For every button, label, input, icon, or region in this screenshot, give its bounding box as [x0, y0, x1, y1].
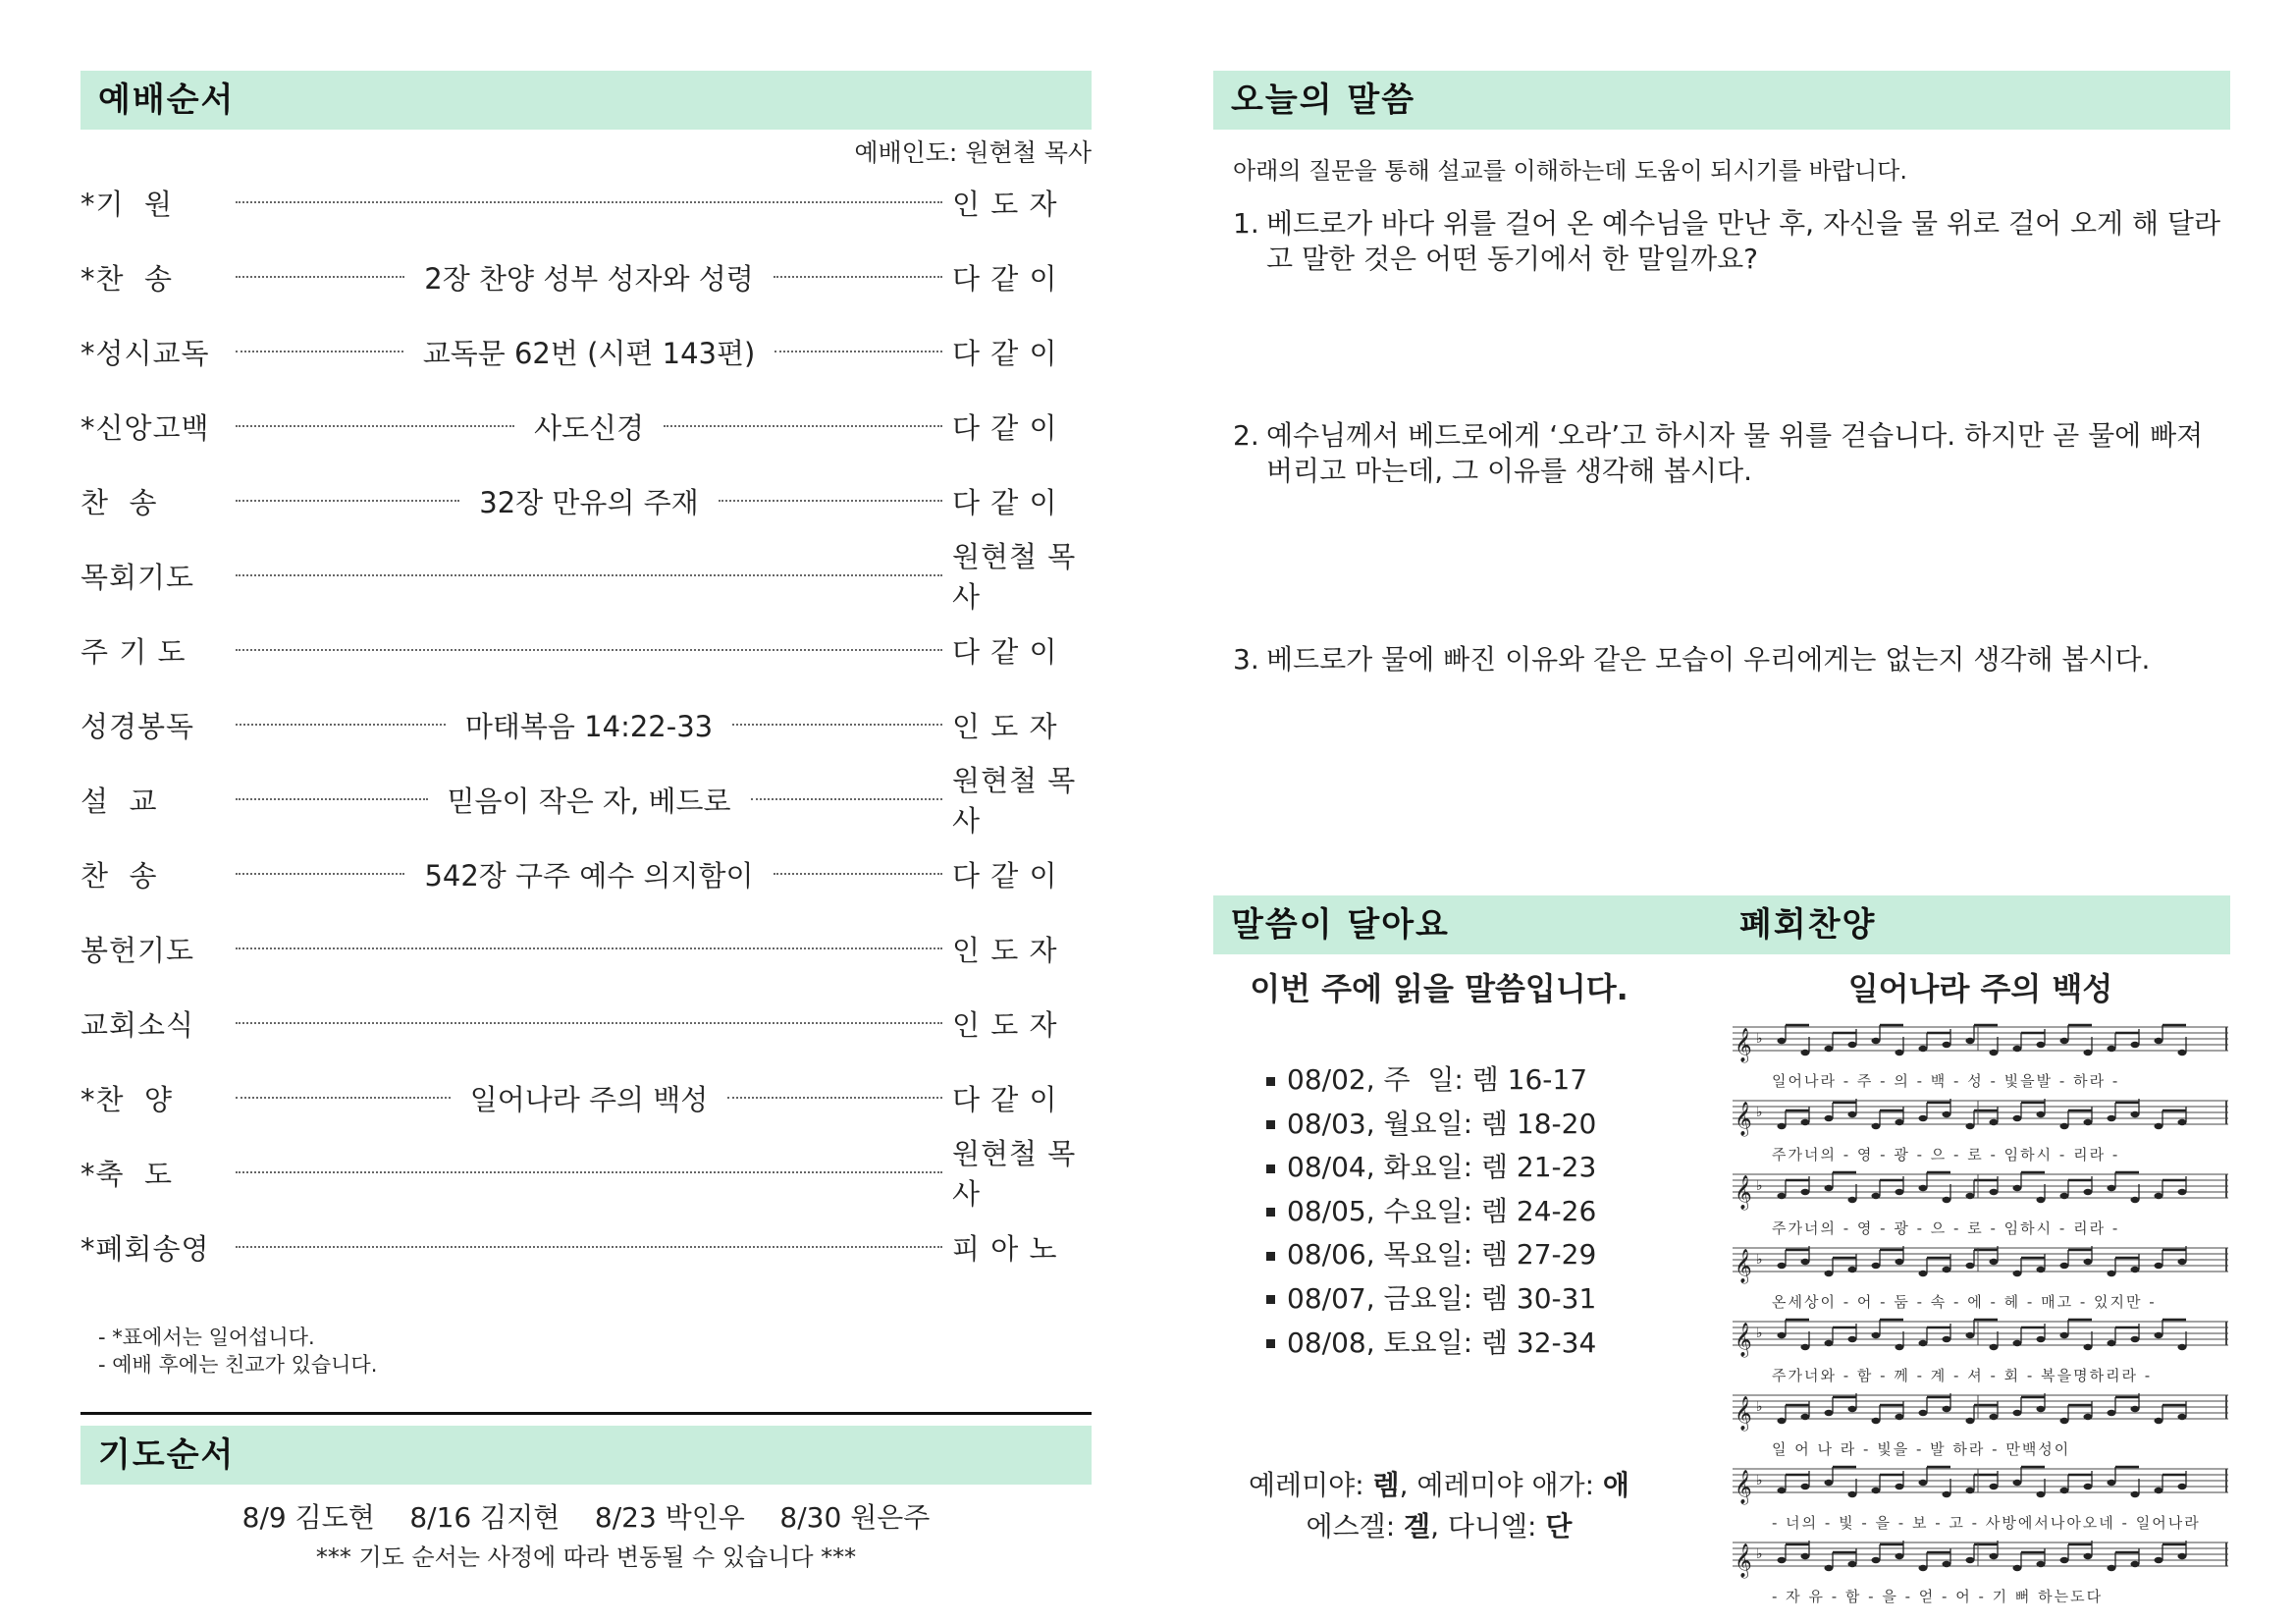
order-person: 다 같 이	[952, 410, 1058, 445]
note-fellowship: - 예배 후에는 친교가 있습니다.	[98, 1353, 378, 1377]
lyric-line: 주가너의 - 영 - 광 - 으 - 로 - 임하시 - 리라 -	[1772, 1146, 2120, 1164]
order-label: *성시교독	[80, 336, 210, 370]
reading-item	[1266, 1058, 1596, 1103]
order-leader-dots	[226, 201, 952, 203]
order-person: 원현철 목사	[952, 1137, 1077, 1211]
abbr-text: , 다니엘:	[1430, 1510, 1546, 1543]
prayer-order-header	[80, 1426, 1092, 1485]
order-leader-dots	[226, 406, 952, 447]
prayer-schedule: 8/9 김도현 8/16 김지현 8/23 박인우 8/30 원은주	[241, 1501, 931, 1534]
dotted-line	[236, 574, 942, 576]
reading-header-bar	[1213, 895, 2230, 954]
worship-order-header	[80, 71, 1092, 130]
order-detail: 믿음이 작은 자, 베드로	[447, 784, 731, 818]
order-label: *신앙고백	[80, 410, 210, 445]
order-row	[80, 481, 1092, 520]
order-person: 원현철 목사	[952, 764, 1077, 838]
lyric-line: 일 어 나 라 - 빛을 - 발 하라 - 만백성이	[1772, 1440, 2071, 1458]
svg-text:𝄞: 𝄞	[1735, 1102, 1752, 1136]
reading-subtitle: 이번 주에 읽을 말씀입니다.	[1250, 970, 1629, 1007]
abbr-bold: 애	[1602, 1469, 1629, 1501]
order-detail: 교독문 62번 (시편 143편)	[422, 336, 756, 370]
reading-item	[1266, 1322, 1596, 1366]
music-staff	[1733, 1535, 2228, 1608]
order-person: 원현철 목사	[952, 540, 1077, 614]
svg-text:𝄞: 𝄞	[1735, 1249, 1752, 1283]
prayer-order-title: 기도순서	[98, 1435, 236, 1475]
book-abbreviations	[1213, 1465, 1665, 1547]
order-leader-dots	[226, 574, 952, 576]
reading-text: 08/02, 주 일: 렘 16-17	[1287, 1063, 1588, 1096]
question-number: 2.	[1233, 419, 1259, 452]
music-staff	[1733, 1461, 2228, 1535]
order-leader-dots	[226, 1171, 952, 1173]
reading-item	[1266, 1233, 1596, 1277]
svg-text:𝄞: 𝄞	[1735, 1175, 1752, 1210]
order-person: 인 도 자	[952, 709, 1058, 743]
dotted-line	[774, 276, 942, 278]
todays-word-header	[1213, 71, 2230, 130]
question-number: 1.	[1233, 207, 1259, 240]
order-label: *축 도	[80, 1157, 173, 1191]
question-2	[1233, 418, 2230, 489]
order-label: *기 원	[80, 187, 173, 221]
order-label: *폐회송영	[80, 1231, 210, 1266]
svg-text:♭: ♭	[1756, 1326, 1763, 1341]
staff-lines-icon	[1733, 1461, 2228, 1510]
abbr-bold: 겔	[1404, 1510, 1431, 1543]
svg-text:♭: ♭	[1756, 1252, 1763, 1268]
abbr-bold: 단	[1545, 1510, 1573, 1543]
order-leader-dots	[226, 947, 952, 949]
order-detail: 일어나라 주의 백성	[469, 1082, 709, 1116]
music-staff	[1733, 1093, 2228, 1166]
order-row	[80, 764, 1092, 838]
dotted-line	[236, 276, 404, 278]
dotted-line	[236, 649, 942, 651]
order-row	[80, 705, 1092, 744]
worship-order-title: 예배순서	[98, 81, 236, 120]
reading-item	[1266, 1103, 1596, 1147]
divider	[80, 1412, 1092, 1415]
order-label: 찬 송	[80, 858, 158, 893]
reading-text: 08/07, 금요일: 렘 30-31	[1287, 1281, 1597, 1315]
svg-text:♭: ♭	[1756, 1031, 1763, 1047]
dotted-line	[236, 947, 942, 949]
svg-text:♭: ♭	[1756, 1399, 1763, 1415]
order-row	[80, 630, 1092, 670]
order-row	[80, 1227, 1092, 1267]
order-row	[80, 183, 1092, 222]
reading-text: 08/06, 목요일: 렘 27-29	[1287, 1238, 1597, 1272]
abbr-bold: 렘	[1372, 1469, 1400, 1501]
reading-text: 08/05, 수요일: 렘 24-26	[1287, 1194, 1597, 1227]
order-person: 인 도 자	[952, 1007, 1058, 1042]
order-detail: 마태복음 14:22-33	[464, 709, 714, 743]
order-row	[80, 332, 1092, 371]
lyric-line: - 자 유 - 함 - 을 - 얻 - 어 - 기 뻐 하는도다	[1772, 1588, 2104, 1605]
order-label: 성경봉독	[80, 709, 195, 743]
svg-text:𝄞: 𝄞	[1735, 1323, 1752, 1357]
dotted-line	[236, 724, 446, 726]
dotted-line	[751, 798, 943, 800]
order-person: 다 같 이	[952, 858, 1058, 893]
abbr-text: 에스겔:	[1306, 1510, 1405, 1543]
question-1	[1233, 206, 2230, 277]
order-person: 피 아 노	[952, 1231, 1058, 1266]
order-row	[80, 854, 1092, 893]
abbr-text: , 예레미야 애가:	[1399, 1469, 1603, 1501]
dotted-line	[236, 1097, 451, 1099]
dotted-line	[236, 500, 459, 502]
order-row	[80, 1003, 1092, 1043]
order-leader-dots	[226, 649, 952, 651]
lyric-line: 주가너의 - 영 - 광 - 으 - 로 - 임하시 - 리라 -	[1772, 1219, 2120, 1237]
order-leader-dots	[226, 854, 952, 894]
reading-list	[1266, 1058, 1596, 1365]
music-staff	[1733, 1166, 2228, 1240]
order-label: 목회기도	[80, 560, 195, 594]
staff-lines-icon	[1733, 1240, 2228, 1289]
lyric-line: 일어나라 - 주 - 의 - 백 - 성 - 빛을발 - 하라 -	[1772, 1072, 2120, 1090]
reading-text: 08/08, 토요일: 렘 32-34	[1287, 1326, 1597, 1359]
order-detail: 2장 찬양 성부 성자와 성령	[424, 261, 754, 296]
order-person: 인 도 자	[952, 187, 1058, 221]
staff-lines-icon	[1733, 1314, 2228, 1363]
svg-text:♭: ♭	[1756, 1105, 1763, 1120]
order-row	[80, 1137, 1092, 1211]
reading-text: 08/04, 화요일: 렘 21-23	[1287, 1151, 1597, 1184]
bullet-icon	[1266, 1295, 1275, 1304]
order-person: 다 같 이	[952, 261, 1058, 296]
leader-line: 예배인도: 원현철 목사	[854, 138, 1092, 167]
order-leader-dots	[226, 332, 952, 372]
music-staff	[1733, 1387, 2228, 1461]
staff-lines-icon	[1733, 1535, 2228, 1584]
dotted-line	[236, 873, 404, 875]
order-row	[80, 1078, 1092, 1117]
question-text: 베드로가 물에 빠진 이유와 같은 모습이 우리에게는 없는지 생각해 봅시다.	[1266, 643, 2151, 676]
dotted-line	[774, 873, 942, 875]
reading-item	[1266, 1277, 1596, 1322]
bullet-icon	[1266, 1077, 1275, 1086]
order-label: 주 기 도	[80, 634, 187, 669]
order-label: 설 교	[80, 784, 158, 818]
order-leader-dots	[226, 705, 952, 745]
bullet-icon	[1266, 1208, 1275, 1217]
order-label: *찬 송	[80, 261, 173, 296]
order-person: 다 같 이	[952, 1082, 1058, 1116]
dotted-line	[236, 798, 428, 800]
staff-lines-icon	[1733, 1387, 2228, 1436]
reading-item	[1266, 1190, 1596, 1234]
order-row	[80, 540, 1092, 614]
dotted-line	[236, 425, 514, 427]
abbr-text: 예레미야:	[1249, 1469, 1373, 1501]
closing-hymn-name: 일어나라 주의 백성	[1847, 970, 2113, 1007]
reading-text: 08/03, 월요일: 렘 18-20	[1287, 1107, 1597, 1140]
bullet-icon	[1266, 1252, 1275, 1261]
lyric-line: 온세상이 - 어 - 둠 - 속 - 에 - 헤 - 매고 - 있지만 -	[1772, 1293, 2157, 1311]
reading-item	[1266, 1146, 1596, 1190]
order-leader-dots	[226, 1078, 952, 1118]
svg-text:♭: ♭	[1756, 1178, 1763, 1194]
order-detail: 542장 구주 예수 의지함이	[424, 858, 754, 893]
order-label: 교회소식	[80, 1007, 195, 1042]
word-intro: 아래의 질문을 통해 설교를 이해하는데 도움이 되시기를 바랍니다.	[1233, 157, 1907, 185]
dotted-line	[719, 500, 942, 502]
note-stand: - *표에서는 일어섭니다.	[98, 1326, 315, 1349]
question-text: 베드로가 바다 위를 걸어 온 예수님을 만난 후, 자신을 물 위로 걸어 오게 해 달라고 말한 것은 어떤 동기에서 한 말일까요?	[1266, 207, 2220, 275]
dotted-line	[236, 1171, 942, 1173]
order-row	[80, 257, 1092, 297]
todays-word-title: 오늘의 말씀	[1231, 81, 1416, 120]
order-label: *찬 양	[80, 1082, 173, 1116]
order-label: 봉헌기도	[80, 933, 195, 967]
staff-lines-icon	[1733, 1093, 2228, 1142]
prayer-note: *** 기도 순서는 사정에 따라 변동될 수 있습니다 ***	[315, 1543, 857, 1571]
reading-title: 말씀이 달아요	[1231, 905, 1450, 945]
svg-text:𝄞: 𝄞	[1735, 1396, 1752, 1431]
svg-text:♭: ♭	[1756, 1473, 1763, 1489]
svg-text:𝄞: 𝄞	[1735, 1028, 1752, 1062]
dotted-line	[236, 201, 942, 203]
dotted-line	[236, 1022, 942, 1024]
order-leader-dots	[226, 1022, 952, 1024]
dotted-line	[236, 351, 403, 352]
dotted-line	[236, 1246, 942, 1248]
order-row	[80, 929, 1092, 968]
order-detail: 사도신경	[533, 410, 645, 445]
bullet-icon	[1266, 1339, 1275, 1348]
order-leader-dots	[226, 481, 952, 521]
question-text: 예수님께서 베드로에게 ‘오라’고 하시자 물 위를 걷습니다. 하지만 곧 물에 빠져 버리고 마는데, 그 이유를 생각해 봅시다.	[1266, 419, 2204, 487]
order-leader-dots	[226, 1246, 952, 1248]
dotted-line	[664, 425, 942, 427]
order-person: 다 같 이	[952, 336, 1058, 370]
order-label: 찬 송	[80, 485, 158, 519]
staff-lines-icon	[1733, 1166, 2228, 1216]
staff-lines-icon	[1733, 1019, 2228, 1068]
bullet-icon	[1266, 1164, 1275, 1173]
music-staff	[1733, 1240, 2228, 1314]
notes	[98, 1324, 377, 1379]
order-detail: 32장 만유의 주재	[479, 485, 699, 519]
lyric-line: - 너의 - 빛 - 을 - 보 - 고 - 사방에서나아오네 - 일어나라	[1772, 1514, 2201, 1532]
music-staff	[1733, 1019, 2228, 1093]
order-person: 다 같 이	[952, 634, 1058, 669]
music-staff	[1733, 1314, 2228, 1387]
order-person: 인 도 자	[952, 933, 1058, 967]
bullet-icon	[1266, 1120, 1275, 1129]
question-number: 3.	[1233, 643, 1259, 676]
svg-text:𝄞: 𝄞	[1735, 1470, 1752, 1504]
order-leader-dots	[226, 257, 952, 298]
dotted-line	[774, 351, 942, 352]
dotted-line	[727, 1097, 942, 1099]
order-leader-dots	[226, 780, 952, 820]
order-person: 다 같 이	[952, 485, 1058, 519]
closing-hymn-title: 폐회찬양	[1739, 905, 1877, 945]
svg-text:𝄞: 𝄞	[1735, 1543, 1752, 1578]
lyric-line: 주가너와 - 함 - 께 - 계 - 셔 - 회 - 복을명하리라 -	[1772, 1367, 2153, 1384]
question-3	[1233, 642, 2230, 677]
dotted-line	[732, 724, 942, 726]
svg-text:♭: ♭	[1756, 1546, 1763, 1562]
order-row	[80, 406, 1092, 446]
